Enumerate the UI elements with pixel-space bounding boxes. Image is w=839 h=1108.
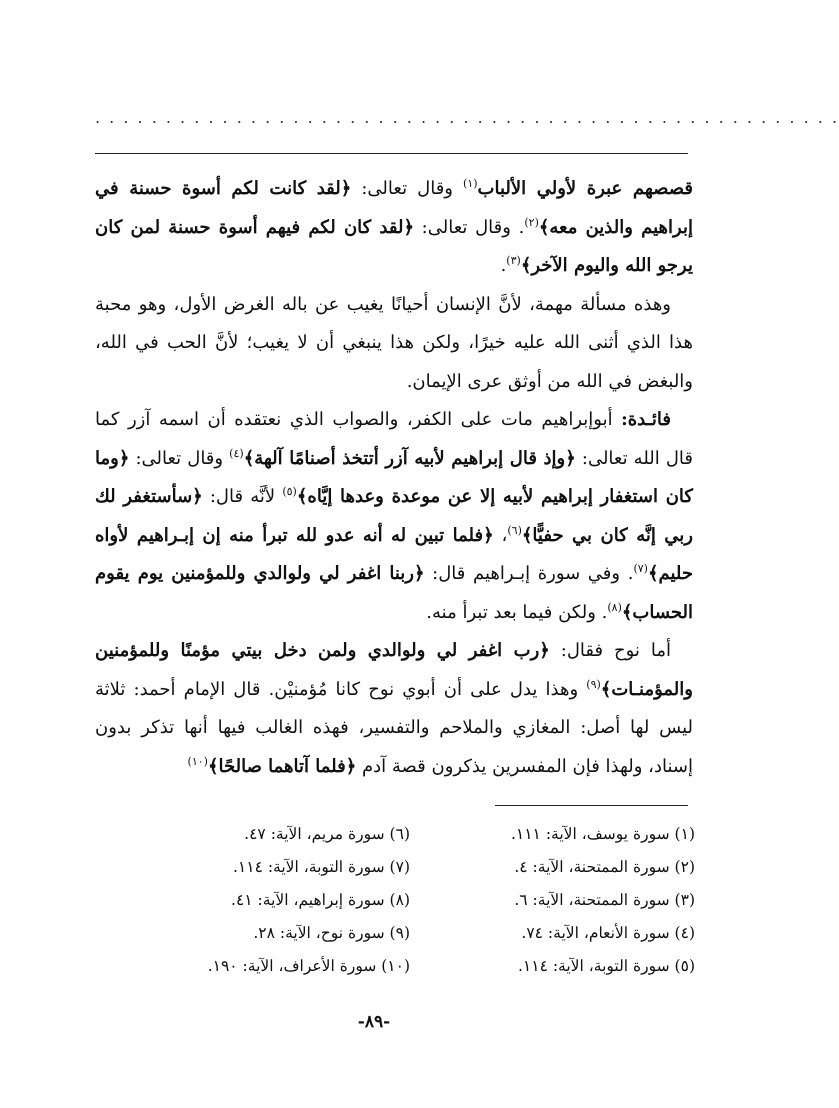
text-run: . ولكن فيما بعد تبرأ منه. — [426, 601, 608, 623]
paragraph-1 — [95, 170, 693, 286]
footnote-ref-5: (٥) — [282, 485, 297, 498]
footnote-ref-9: (٩) — [586, 677, 601, 691]
quran-quote: ﴿ربنا اغفر لي ولوالدي وللمؤمنين يوم يقوم الحساب﴾ — [95, 563, 693, 623]
footnote-ref-7: (٧) — [633, 562, 648, 575]
quran-quote: ﴿لقد كان لكم فيهم أسوة حسنة لمن كان يرجو الله واليوم الآخر﴾ — [95, 216, 693, 276]
footnote-ref-3: (٣) — [506, 254, 521, 267]
paragraph-4 — [95, 632, 693, 786]
text-run: أبوإبراهيم مات على الكفر، والصواب الذي نعتقده أن اسمه آزر كما قال الله تعالى: — [95, 409, 694, 469]
quran-quote: ﴿وما كان استغفار إبراهيم لأبيه إلا عن موعدة وعدها إيَّاه﴾ — [95, 447, 693, 507]
footnotes-column-right — [435, 818, 695, 983]
quran-quote: ﴿سأستغفر لك ربي إنَّه كان بي حفيًّا﴾ — [95, 486, 694, 546]
footnote-10: (١٠) سورة الأعراف، الآية: ١٩٠. — [207, 957, 410, 975]
footnote-ref-6: (٦) — [507, 523, 522, 537]
footnote-2: (٢) سورة الممتحنة، الآية: ٤. — [514, 858, 695, 876]
footnote-ref-4: (٤) — [229, 446, 244, 460]
page-number: -٨٩- — [357, 1012, 391, 1032]
paragraph-3 — [95, 401, 693, 632]
footnote-ref-2: (٢) — [524, 215, 539, 229]
quran-quote: ﴿فلما آتاهما صالحًا﴾ — [207, 755, 357, 777]
footnote-7: (٧) سورة التوبة، الآية: ١١٤. — [232, 858, 410, 876]
footnote-ref-1: (١) — [463, 177, 478, 190]
footnote-6: (٦) سورة مريم، الآية: ٤٧. — [244, 825, 410, 843]
footnotes — [140, 818, 695, 983]
footnotes-column-left — [150, 818, 410, 983]
footnote-ref-10: (١٠) — [187, 754, 208, 768]
text-run: لأنَّه قال: — [202, 486, 283, 507]
dotted-separator: . . . . . . . . . . . . . . . . . . . . . . . . . . . . . . . . . . . . . . . . . . . . . . . . . . . . . — [95, 108, 839, 127]
quran-quote: ﴿فلما تبين له أنه عدو لله تبرأ منه إن إبـراهيم لأواه حليم﴾ — [95, 524, 693, 584]
footnote-5: (٥) سورة التوبة، الآية: ١١٤. — [517, 957, 695, 975]
footnote-1: (١) سورة يوسف، الآية: ١١١. — [510, 825, 695, 843]
footnote-separator — [495, 805, 688, 806]
quran-quote: ﴿رب اغفر لي ولوالدي ولمن دخل بيتي مؤمنًا وللمؤمنين والمؤمنـات﴾ — [95, 640, 693, 700]
text-run: ، — [493, 524, 508, 546]
text-run: وقال تعالى: — [351, 178, 464, 199]
quran-quote: ﴿لقد كانت لكم أسوة حسنة في إبراهيم والذين معه﴾ — [95, 178, 693, 238]
footnote-ref-8: (٨) — [607, 600, 622, 614]
text-run: . — [500, 255, 507, 276]
text-run: . وقال تعالى: — [414, 216, 525, 238]
text-run: أما نوح فقال: — [549, 640, 671, 661]
footnote-9: (٩) سورة نوح، الآية: ٢٨. — [253, 924, 410, 942]
footnote-4: (٤) سورة الأنعام، الآية: ٧٤. — [521, 924, 695, 942]
fawaid-label: فائـدة: — [621, 409, 671, 430]
quran-quote: قصصهم عبرة لأولي الألباب — [477, 178, 693, 199]
paragraph-2: وهذه مسألة مهمة، لأنَّ الإنسان أحيانًا يغيب عن باله الغرض الأول، وهو محبة هذا الذي أثنى الله عليه خيرًا، ولكن هذا ينبغي أن لا يغيب؛ لأنَّ الحب في الله، والبغض في الله من أوثق عرى الإيمان. — [95, 293, 693, 392]
top-rule — [95, 153, 688, 154]
main-text — [95, 170, 693, 786]
text-run: وهذا يدل على أن أبوي نوح كانا مُؤمنيْن. قال الإمام أحمد: ثلاثة ليس لها أصل: المغازي والملاحم والتفسير، فهذه الغالب فيها أنها تذكر بدون إسناد، ولهذا فإن المفسرين يذكرون قصة آدم — [95, 678, 693, 777]
text-run: . وفي سورة إبـراهيم قال: — [424, 563, 634, 584]
text-run: وقال تعالى: — [129, 447, 230, 469]
quran-quote: ﴿وإذ قال إبراهيم لأبيه آزر أتتخذ أصنامًا آلهة﴾ — [243, 447, 576, 469]
footnote-3: (٣) سورة الممتحنة، الآية: ٦. — [514, 891, 695, 909]
footnote-8: (٨) سورة إبراهيم، الآية: ٤١. — [231, 891, 410, 909]
